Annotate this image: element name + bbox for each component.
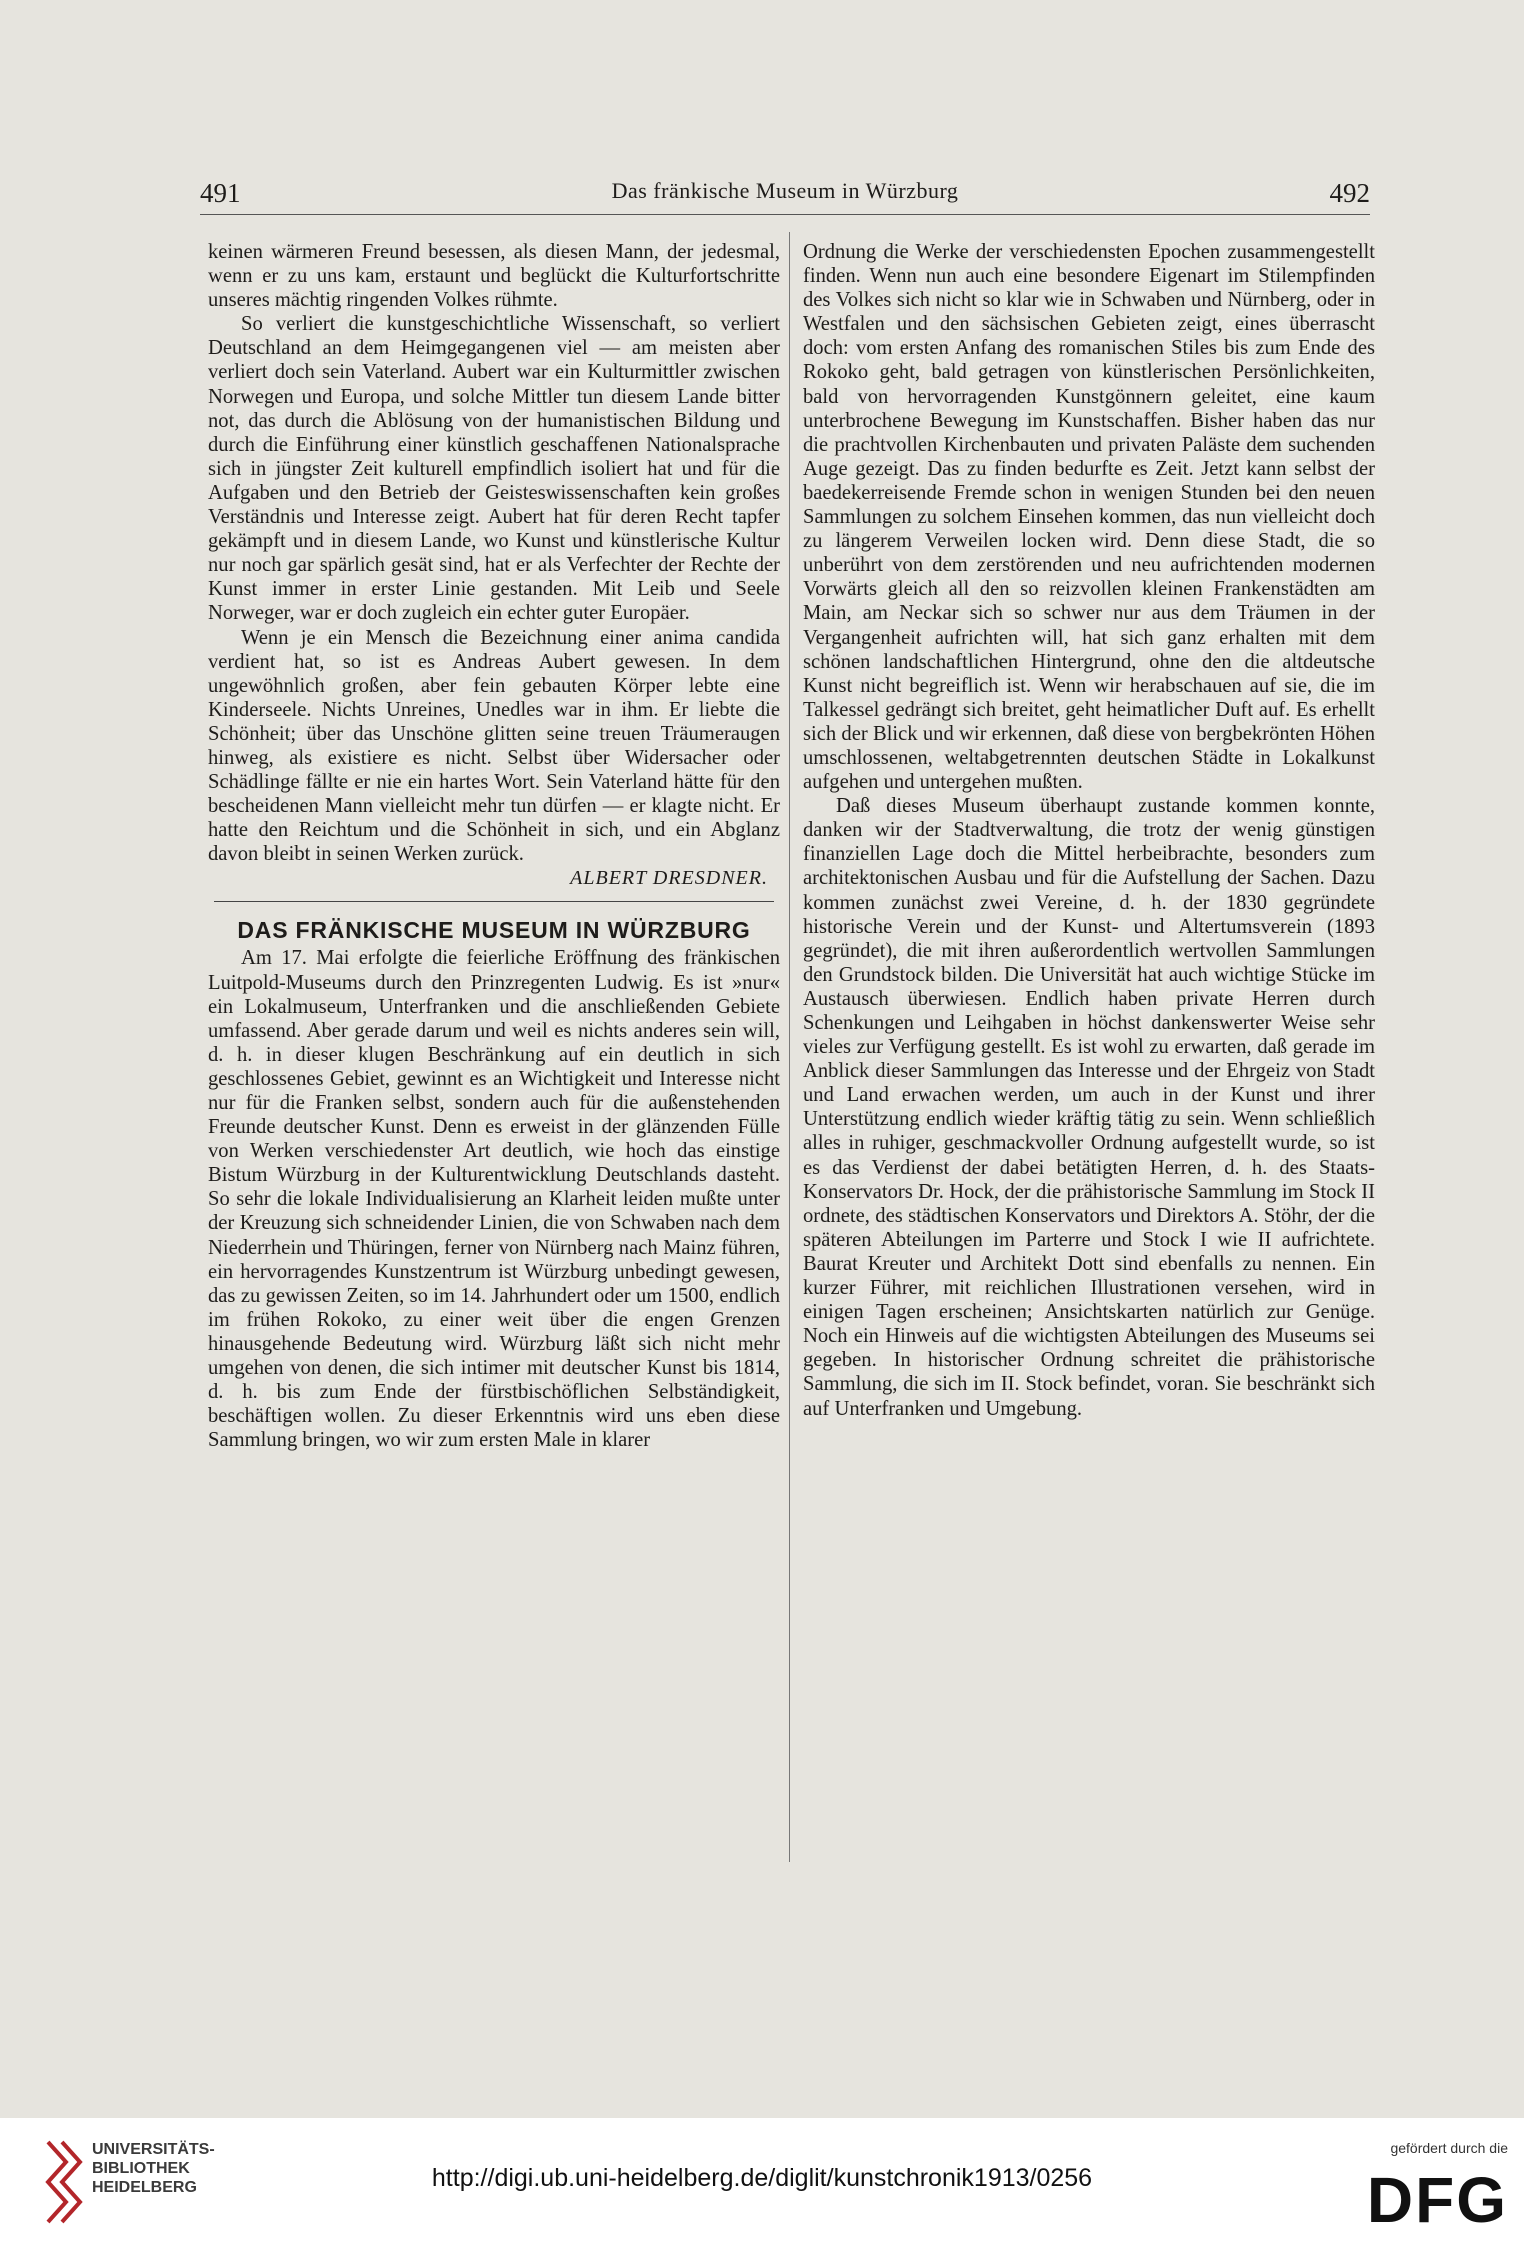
dfg-logo-icon: DFG xyxy=(1366,2164,1508,2236)
paragraph: Am 17. Mai erfolgte die feierliche Eröffnung des fränkischen Luitpold-Museums durch den Prinzregenten Ludwig. Es ist »nur« ein Lokalmuseum, Unterfranken und die anschließenden Gebiete umfassend. Aber gerade darum und weil es nichts anderes sein will, d. h. in dieser klugen Beschränkung auf ein deutlich in sich geschlossenes Gebiet, gewinnt es an Wichtigkeit und Interesse nicht nur für die Franken selbst, sondern auch für die außenstehenden Freunde deutscher Kunst. Denn es erweist in der glänzenden Fülle von Werken verschiedenster Art deutlich, wie hoch das einstige Bistum Würzburg in der Kulturentwicklung Deutschlands dasteht. So sehr die lokale Individualisierung an Klarheit leiden mußte unter der Kreuzung sich schneidender Linien, die von Schwaben nach dem Niederrhein und Thüringen, ferner von Nürnberg nach Mainz führen, ein hervorragendes Kunstzentrum ist Würzburg unbedingt gewesen, das zu gewissen Zeiten, so im 14. Jahrhundert oder um 1500, endlich im frühen Rokoko, zu einer weit über die engen Grenzen hinausgehende Bedeutung wird. Würzburg läßt sich nicht mehr umgehen von denen, die sich intimer mit deutscher Kunst bis 1814, d. h. bis zum Ende der fürstbischöflichen Selbständigkeit, beschäftigen wollen. Zu dieser Erkenntnis wird uns eben diese Sammlung bringen, wo wir zum ersten Male in klarer xyxy=(208,947,780,1452)
paragraph: keinen wärmeren Freund besessen, als diesen Mann, der jedesmal, wenn er zu uns kam, erstaunt und beglückt die Kulturfortschritte unseres mächtig ringenden Volkes rühmte. xyxy=(208,241,780,312)
paragraph: Ordnung die Werke der verschiedensten Epochen zusammengestellt finden. Wenn nun auch eine besondere Eigenart im Stilempfinden des Volkes sich nicht so klar wie in Schwaben und Nürnberg, oder in Westfalen und den sächsischen Gebieten zeigt, eines überrascht doch: vom ersten Anfang des romanischen Stiles bis zum Ende des Rokoko geht, bald getragen von künstlerischen Persönlichkeiten, bald von hervorragenden Kunstgönnern geleitet, eine kaum unterbrochene Bewegung im Kunstschaffen. Bisher haben das nur die prachtvollen Kirchenbauten und privaten Paläste dem suchenden Auge gezeigt. Das zu finden bedurfte es Zeit. Jetzt kann selbst der baedekerreisende Fremde schon in wenigen Stunden bei den neuen Sammlungen zu solchem Einsehen kommen, das nun vielleicht doch zu längerem Verweilen locken wird. Denn diese Stadt, die so unberührt von dem zerstörenden und neu aufrichtenden modernen Vorwärts gleich all den so reizvollen kleinen Frankenstädten am Main, am Neckar sich so schwer nur aus dem Träumen in der Vergangenheit aufrichten will, hat sich ganz erhalten mit dem schönen landschaftlichen Hintergrund, ohne den die altdeutsche Kunst nicht begreiflich ist. Wenn wir herabschauen auf sie, die im Talkessel gedrängt sich breitet, geht heimatlicher Duft auf. Es erhellt sich der Blick und wir erkennen, daß diese von bergbekrönten Höhen umschlossenen, weltabgetrennten deutschen Städte in Lokalkunst aufgehen und untergehen mußten. xyxy=(803,241,1375,794)
section-separator xyxy=(214,901,774,902)
permalink-url[interactable]: http://digi.ub.uni-heidelberg.de/diglit/kunstchronik1913/0256 xyxy=(431,2164,1093,2192)
paragraph: So verliert die kunstgeschichtliche Wissenschaft, so verliert Deutschland an dem Heimgegangenen viel — am meisten aber verliert doch sein Vaterland. Aubert war ein Kulturmittler zwischen Norwegen und Europa, und solche Mittler tun diesem Lande bitter not, das durch die Ablösung von der humanistischen Bildung und durch die Einführung einer künstlich geschaffenen Nationalsprache sich in jüngster Zeit kulturell empfindlich isoliert hat und für die Aufgaben und den Betrieb der Geisteswissenschaften kein großes Verständnis und Interesse zeigt. Aubert hat für deren Recht tapfer gekämpft und in diesem Lande, wo Kunst und künstlerische Kultur nur noch gar spärlich gesät sind, hat er als Verfechter der Rechte der Kunst immer in erster Linie gestanden. Mit Leib und Seele Norweger, war er doch zugleich ein echter guter Europäer. xyxy=(208,313,780,625)
page-number-left: 491 xyxy=(200,178,241,208)
section-heading: DAS FRÄNKISCHE MUSEUM IN WÜRZBURG xyxy=(237,917,751,944)
paragraph: Wenn je ein Mensch die Bezeichnung einer anima candida verdient hat, so ist es Andreas Aubert gewesen. In dem ungewöhnlich großen, aber fein gebauten Körper lebte eine Kinderseele. Nichts Unreines, Unedles war in ihm. Er liebte die Schönheit; über das Unschöne glitten seine treuen Träumeraugen hinweg, als existiere es nicht. Selbst über Widersacher oder Schädlinge fällte er nie ein hartes Wort. Sein Vaterland hätte für den bescheidenen Mann vielleicht mehr tun dürfen — er klagte nicht. Er hatte den Reichtum und die Schönheit in sich, und ein Abglanz davon bleibt in seinen Werken zurück. xyxy=(208,626,780,866)
running-title: Das fränkische Museum in Würzburg xyxy=(611,178,959,203)
paragraph: Daß dieses Museum überhaupt zustande kommen konnte, danken wir der Stadtverwaltung, die trotz der wenig günstigen finanziellen Lage doch die Mittel herbeibrachte, besonders zum architektonischen Ausbau und für die Aufstellung der Sachen. Dazu kommen zunächst zwei Vereine, d. h. der 1830 gegründete historische Verein und der Kunst- und Altertumsverein (1893 gegründet), die mit ihren außerordentlich wertvollen Sammlungen den Grundstock bilden. Die Universität hat auch wichtige Stücke im Austausch überwiesen. Endlich haben private Herren durch Schenkungen und Leihgaben in höchst dankenswerter Weise sehr vieles zur Verfügung gestellt. Es ist wohl zu erwarten, daß gerade im Anblick dieser Sammlungen das Interesse und der Ehrgeiz von Stadt und Land erwachen werden, um auch in der Kunst und ihrer Unterstützung endlich wieder kräftig tätig zu sein. Wenn schließlich alles in ruhiger, geschmackvoller Ordnung aufgestellt wurde, so ist es das Verdienst der dabei betätigten Herren, d. h. des Staats-Konservators Dr. Hock, der die prähistorische Sammlung im Stock II ordnete, des städtischen Konservators und Direktors A. Stöhr, der die späteren Abteilungen im Parterre und Stock I wie II aufrichtete. Baurat Kreuter und Architekt Dott sind ebenfalls zu nennen. Ein kurzer Führer, mit reichlichen Illustrationen versehen, wird in einigen Tagen erscheinen; Ansichtskarten natürlich zur Genüge. Noch ein Hinweis auf die wichtigsten Abteilungen des Museums sei gegeben. In historischer Ordnung schreitet die prähistorische Sammlung, die sich im II. Stock befindet, voran. Sie beschränkt sich auf Unterfranken und Umgebung. xyxy=(803,795,1375,1420)
page-number-right: 492 xyxy=(1329,178,1370,208)
header-rule xyxy=(200,214,1370,215)
column-divider xyxy=(789,232,790,1862)
running-header xyxy=(200,178,1370,218)
right-column xyxy=(803,240,1375,1421)
library-line: UNIVERSITÄTS- xyxy=(92,2141,215,2158)
digitization-footer xyxy=(0,2118,1524,2243)
left-column xyxy=(208,240,780,1452)
library-line: BIBLIOTHEK xyxy=(92,2160,190,2177)
author-signature: ALBERT DRESDNER. xyxy=(570,867,768,890)
library-line: HEIDELBERG xyxy=(92,2179,197,2196)
funding-note: gefördert durch die xyxy=(1390,2140,1508,2156)
